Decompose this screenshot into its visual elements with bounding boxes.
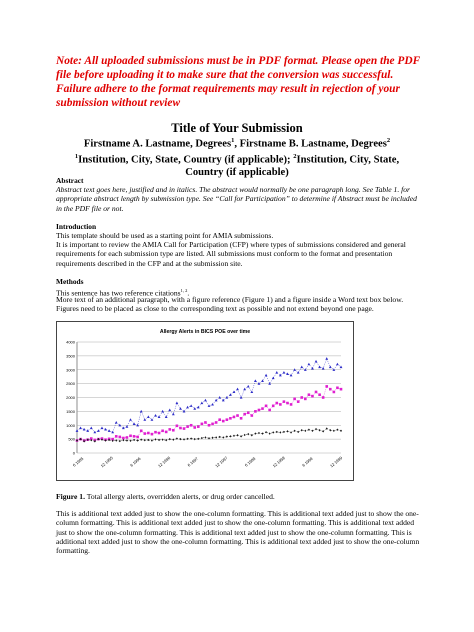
data-point: [115, 421, 118, 424]
data-point: [201, 437, 203, 439]
data-point: [183, 438, 185, 440]
data-point: [297, 431, 299, 433]
figure-label: Figure 1.: [56, 492, 85, 501]
data-point: [254, 432, 256, 434]
x-tick-label: 12 1997: [214, 455, 229, 469]
data-point: [176, 425, 179, 428]
data-point: [311, 430, 313, 432]
data-point: [161, 430, 164, 433]
data-point: [233, 416, 236, 419]
data-point: [130, 440, 132, 442]
data-point: [240, 417, 243, 420]
data-point: [251, 414, 254, 417]
data-point: [222, 420, 225, 423]
data-point: [172, 413, 175, 416]
data-point: [129, 434, 132, 437]
data-point: [244, 434, 246, 436]
citation-sentence: This sentence has two reference citations: [56, 288, 181, 298]
data-point: [315, 428, 317, 430]
data-point: [144, 439, 146, 441]
y-axis-ticks: [66, 340, 76, 456]
data-point: [118, 424, 121, 427]
introduction-paragraph-1: This template should be used as a starting point for AMIA submissions.: [56, 231, 274, 240]
data-point: [243, 388, 246, 391]
figure-1-box: [56, 321, 354, 481]
data-point: [322, 367, 325, 370]
data-point: [240, 396, 243, 399]
data-point: [247, 411, 250, 414]
allergy-alerts-chart: [57, 322, 353, 480]
data-point: [325, 357, 328, 360]
data-point: [176, 437, 178, 439]
data-point: [115, 435, 118, 438]
x-tick-label: 12 1996: [156, 455, 172, 469]
data-point: [186, 406, 189, 409]
data-point: [336, 386, 339, 389]
data-point: [172, 438, 174, 440]
data-point: [311, 395, 314, 398]
methods-paragraph-2: More text of an additional paragraph, with a figure reference (Figure 1) and a figure inside a Word text box below. Figures need to be placed as close to the corresponding text as possible and not extend beyond one page.: [56, 295, 404, 314]
introduction-paragraph-2: It is important to review the AMIA Call for Participation (CFP) where types of submissions considered and general requirements for each submission type are listed. All submissions must conform to the format and presentation requirements described in the CFP and at the submission site.: [56, 240, 406, 268]
data-point: [308, 393, 311, 396]
data-point: [193, 426, 196, 429]
data-point: [119, 440, 121, 442]
data-point: [279, 431, 281, 433]
data-point: [204, 399, 207, 402]
y-tick-label: 0: [72, 450, 75, 456]
y-tick-label: 4000: [66, 339, 75, 345]
x-tick-label: 12 1999: [328, 455, 344, 469]
data-point: [161, 410, 164, 413]
data-point: [318, 365, 321, 368]
data-point: [165, 431, 168, 434]
data-point: [197, 406, 200, 409]
data-point: [79, 427, 82, 430]
data-point: [187, 438, 189, 440]
data-point: [237, 434, 239, 436]
data-point: [140, 410, 143, 413]
data-point: [136, 436, 139, 439]
data-point: [283, 400, 286, 403]
x-tick-label: 6 1998: [243, 456, 257, 468]
figure-1-caption: [56, 492, 275, 501]
author-2: , Firstname B. Lastname, Degrees: [234, 138, 387, 150]
data-point: [97, 429, 100, 432]
data-point: [208, 424, 211, 427]
data-point: [293, 368, 296, 371]
chart-title: Allergy Alerts in BICS POE over time: [159, 329, 251, 335]
data-point: [333, 430, 335, 432]
affiliation-2: Institution, City, State, Country (if applicable): [185, 154, 400, 179]
data-point: [290, 374, 293, 377]
author-block: [56, 135, 418, 180]
data-point: [165, 439, 167, 441]
data-point: [151, 433, 154, 436]
author-1-affiliation-mark: 1: [231, 137, 235, 144]
data-point: [233, 390, 236, 393]
data-point: [215, 399, 218, 402]
y-tick-label: 3000: [66, 367, 75, 373]
data-point: [179, 427, 182, 430]
data-point: [258, 382, 261, 385]
data-point: [322, 396, 325, 399]
data-point: [218, 396, 221, 399]
data-point: [247, 385, 250, 388]
data-point: [226, 435, 228, 437]
data-point: [294, 430, 296, 432]
data-point: [190, 404, 193, 407]
data-point: [297, 400, 300, 403]
data-point: [315, 391, 318, 394]
data-point: [272, 431, 274, 433]
y-tick-label: 500: [68, 436, 75, 442]
pdf-format-note: Note: All uploaded submissions must be in PDF format. Please open the PDF file before uploading it to make sure that the conversion was successful. Failure adhere to the format requirements may result in rejection of your submission without review: [56, 55, 421, 109]
data-point: [286, 402, 289, 405]
data-point: [218, 418, 221, 421]
data-point: [290, 431, 292, 433]
data-point: [236, 388, 239, 391]
data-point: [268, 409, 271, 412]
data-point: [197, 438, 199, 440]
data-point: [275, 371, 278, 374]
data-point: [200, 402, 203, 405]
y-tick-label: 1000: [66, 422, 75, 428]
data-point: [211, 403, 214, 406]
x-tick-label: 12 1995: [99, 455, 114, 469]
data-point: [236, 414, 239, 417]
author-1: Firstname A. Lastname, Degrees: [83, 138, 232, 150]
data-point: [279, 403, 282, 406]
data-point: [319, 429, 321, 431]
data-point: [229, 417, 232, 420]
data-point: [251, 434, 253, 436]
citation-sentence-end: .: [187, 288, 190, 298]
data-point: [275, 402, 278, 405]
data-point: [151, 418, 154, 421]
citation-marks: 1, 2: [180, 288, 188, 293]
data-point: [247, 433, 249, 435]
data-point: [183, 410, 186, 413]
x-tick-label: 12 1998: [271, 455, 286, 469]
data-point: [315, 360, 318, 363]
data-point: [283, 431, 285, 433]
data-point: [269, 432, 271, 434]
data-point: [308, 428, 310, 430]
x-tick-label: 6 1996: [129, 456, 142, 468]
data-point: [154, 431, 157, 434]
data-point: [179, 438, 181, 440]
data-point: [336, 363, 339, 366]
data-point: [265, 374, 268, 377]
data-point: [147, 432, 150, 435]
chart-series: [76, 357, 343, 442]
data-point: [229, 435, 231, 437]
data-point: [340, 365, 343, 368]
author-2-affiliation-mark: 2: [386, 137, 391, 144]
data-point: [194, 438, 196, 440]
affiliation-1: Institution, City, State, Country (if applicable);: [78, 154, 294, 166]
y-tick-label: 3500: [66, 353, 75, 359]
data-point: [122, 439, 124, 441]
data-point: [126, 439, 128, 441]
data-point: [254, 410, 257, 413]
data-point: [208, 404, 211, 407]
data-point: [108, 429, 111, 432]
data-point: [211, 423, 214, 426]
data-point: [286, 430, 288, 432]
data-point: [204, 421, 207, 424]
data-point: [219, 436, 221, 438]
data-point: [169, 438, 171, 440]
data-point: [258, 409, 261, 412]
data-point: [225, 396, 228, 399]
y-tick-label: 1500: [66, 408, 75, 414]
data-point: [300, 365, 303, 368]
data-point: [197, 425, 200, 428]
data-point: [115, 439, 117, 441]
x-tick-label: 6 1995: [71, 456, 85, 468]
data-point: [151, 439, 153, 441]
data-point: [329, 365, 332, 368]
data-point: [293, 398, 296, 401]
data-point: [215, 436, 217, 438]
data-point: [175, 402, 178, 405]
data-point: [126, 436, 129, 439]
data-point: [140, 438, 142, 440]
data-point: [204, 436, 206, 438]
data-point: [301, 429, 303, 431]
x-tick-label: 6 1997: [186, 456, 199, 468]
data-point: [318, 393, 321, 396]
abstract-text: Abstract text goes here, justified and in italics. The abstract would normally be one paragraph long. See Table 1. for appropriate abstract length by submission type. See “Call for Participation” to determine if Abstract must be included in the PDF file or not.: [56, 185, 417, 213]
affiliation-2-mark: 2: [293, 153, 297, 161]
data-point: [226, 418, 229, 421]
y-tick-label: 2500: [66, 381, 75, 387]
data-point: [147, 415, 150, 418]
data-point: [212, 437, 214, 439]
data-point: [272, 405, 275, 408]
data-point: [154, 414, 157, 417]
data-point: [119, 436, 122, 439]
data-point: [254, 379, 257, 382]
data-point: [90, 427, 93, 430]
data-point: [276, 431, 278, 433]
data-point: [233, 435, 235, 437]
abstract-heading: Abstract: [56, 176, 84, 185]
data-point: [126, 425, 129, 428]
data-point: [329, 429, 331, 431]
affiliations: [56, 151, 418, 180]
data-point: [279, 374, 282, 377]
data-point: [122, 437, 125, 440]
data-point: [304, 430, 306, 432]
data-point: [283, 371, 286, 374]
paper-title: Title of Your Submission: [171, 121, 303, 135]
methods-heading: Methods: [56, 277, 84, 286]
data-point: [222, 399, 225, 402]
data-point: [243, 413, 246, 416]
data-point: [190, 424, 193, 427]
introduction-heading: Introduction: [56, 222, 97, 231]
data-point: [172, 429, 175, 432]
data-point: [229, 393, 232, 396]
data-point: [111, 431, 114, 434]
data-point: [186, 425, 189, 428]
data-point: [140, 430, 143, 433]
data-point: [307, 363, 310, 366]
data-point: [258, 432, 260, 434]
data-point: [162, 438, 164, 440]
data-point: [332, 368, 335, 371]
data-point: [300, 396, 303, 399]
data-point: [133, 435, 136, 438]
y-tick-label: 2000: [66, 395, 75, 400]
data-point: [168, 428, 171, 431]
data-point: [136, 424, 139, 427]
data-point: [333, 391, 336, 394]
x-axis-ticks: [72, 455, 344, 469]
data-point: [265, 405, 268, 408]
data-point: [262, 432, 264, 434]
data-point: [143, 418, 146, 421]
data-point: [340, 430, 342, 432]
affiliation-1-mark: 1: [74, 153, 79, 161]
data-point: [190, 437, 192, 439]
additional-body-text: This is additional text added just to show the one-column formatting. This is additional text added just to show the one-column formatting. This is additional text added just to show the one-column formatting. This is additional text added just to show the one-column formatting. This is additional text added just to show the one-column formatting. This is additional text added just to show the one-column formatting. This is additional text added just to show the one-column formatting.: [56, 509, 420, 556]
data-point: [193, 407, 196, 410]
data-point: [222, 436, 224, 438]
data-point: [137, 439, 139, 441]
data-point: [290, 403, 293, 406]
data-point: [201, 423, 204, 426]
data-point: [183, 427, 186, 430]
x-tick-label: 6 1999: [301, 456, 314, 468]
data-point: [340, 388, 343, 391]
data-point: [158, 432, 161, 435]
data-point: [250, 390, 253, 393]
data-point: [215, 421, 218, 424]
data-point: [143, 432, 146, 435]
data-point: [265, 431, 267, 433]
data-point: [129, 418, 132, 421]
data-point: [304, 398, 307, 401]
data-point: [76, 429, 79, 432]
series-line: [77, 386, 341, 440]
author-names: [56, 135, 418, 151]
data-point: [165, 415, 168, 418]
data-point: [240, 435, 242, 437]
data-point: [168, 408, 171, 411]
data-point: [325, 385, 328, 388]
data-point: [101, 427, 104, 430]
data-point: [261, 407, 264, 410]
data-point: [154, 438, 156, 440]
data-point: [329, 388, 332, 391]
figure-caption-text: Total allergy alerts, overridden alerts, or drug order cancelled.: [84, 492, 275, 501]
data-point: [336, 428, 338, 430]
